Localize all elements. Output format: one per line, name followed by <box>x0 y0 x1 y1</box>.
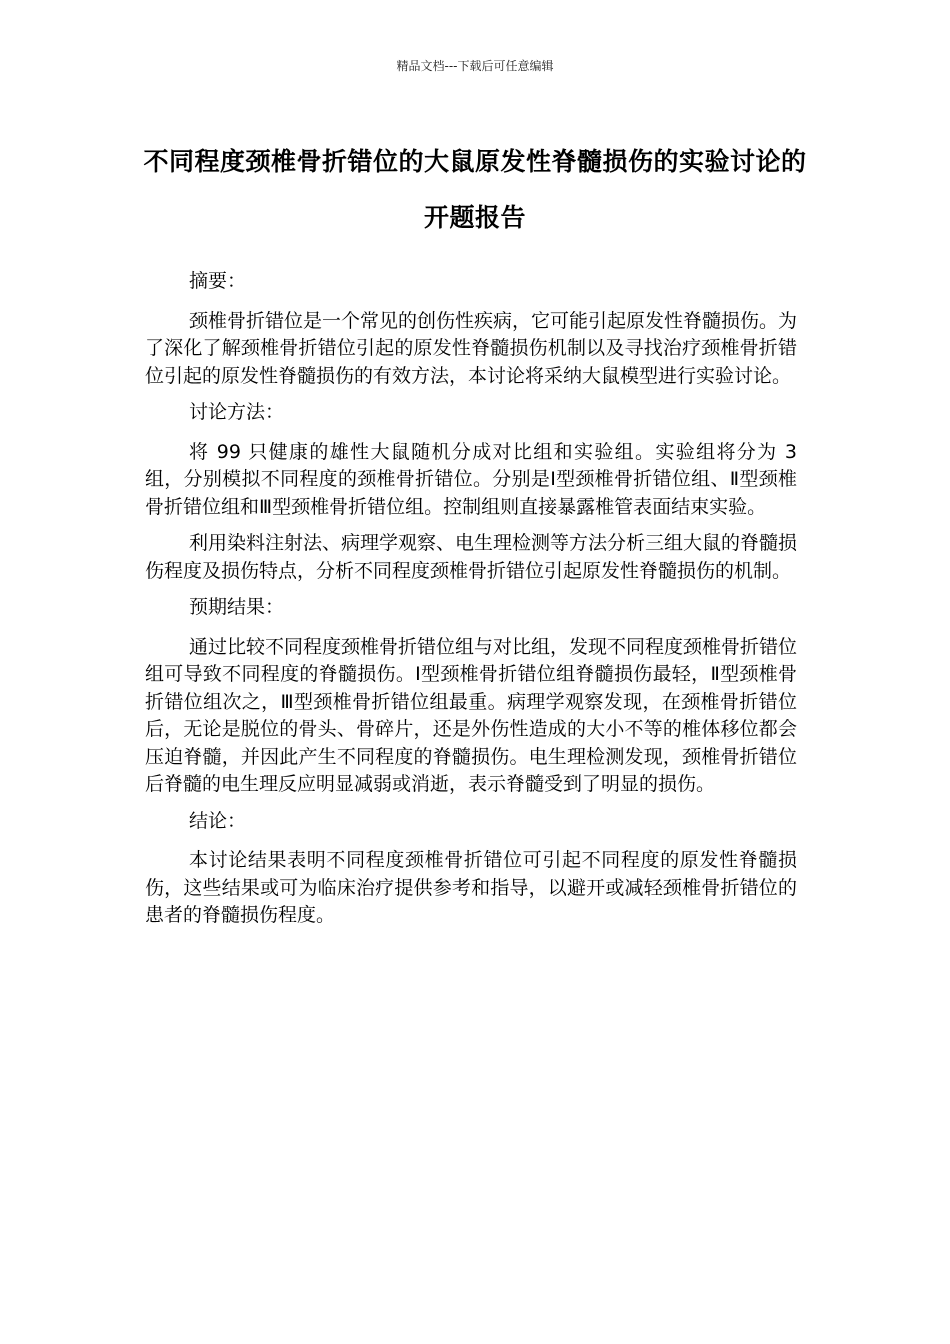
expected-results-paragraph: 通过比较不同程度颈椎骨折错位组与对比组，发现不同程度颈椎骨折错位组可导致不同程度的脊髓损伤。Ⅰ型颈椎骨折错位组脊髓损伤最轻，Ⅱ型颈椎骨折错位组次之，Ⅲ型颈椎骨折错位组最重。病理学观察发现，在颈椎骨折错位后，无论是脱位的骨头、骨碎片，还是外伤性造成的大小不等的椎体移位都会压迫脊髓，并因此产生不同程度的脊髓损伤。电生理检测发现，颈椎骨折错位后脊髓的电生理反应明显减弱或消逝，表示脊髓受到了明显的损伤。 <box>145 635 798 795</box>
document-body <box>145 268 797 939</box>
methods-paragraph-1: 将 99 只健康的雄性大鼠随机分成对比组和实验组。实验组将分为 3 组，分别模拟不同程度的颈椎骨折错位。分别是Ⅰ型颈椎骨折错位组、Ⅱ型颈椎骨折错位组和Ⅲ型颈椎骨折错位组。控制组则直接暴露椎管表面结束实验。 <box>145 440 797 518</box>
conclusion-paragraph: 本讨论结果表明不同程度颈椎骨折错位可引起不同程度的原发性脊髓损伤，这些结果或可为临床治疗提供参考和指导，以避开或减轻颈椎骨折错位的患者的脊髓损伤程度。 <box>145 849 797 926</box>
section-heading-abstract: 摘要： <box>189 270 247 292</box>
section-heading-conclusion: 结论： <box>189 809 247 832</box>
header-note: 精品文档---下载后可任意编辑 <box>396 59 554 73</box>
abstract-paragraph: 颈椎骨折错位是一个常见的创伤性疾病，它可能引起原发性脊髓损伤。为了深化了解颈椎骨折错位引起的原发性脊髓损伤机制以及寻找治疗颈椎骨折错位引起的原发性脊髓损伤的有效方法，本讨论将采纳大鼠模型进行实验讨论。 <box>145 309 798 387</box>
methods-paragraph-2: 利用染料注射法、病理学观察、电生理检测等方法分析三组大鼠的脊髓损伤程度及损伤特点，分析不同程度颈椎骨折错位引起原发性脊髓损伤的机制。 <box>145 532 798 582</box>
document-title: 不同程度颈椎骨折错位的大鼠原发性脊髓损伤的实验讨论的开题报告 <box>143 147 807 232</box>
section-heading-methods: 讨论方法： <box>189 401 285 423</box>
section-heading-expected-results: 预期结果： <box>189 596 285 618</box>
